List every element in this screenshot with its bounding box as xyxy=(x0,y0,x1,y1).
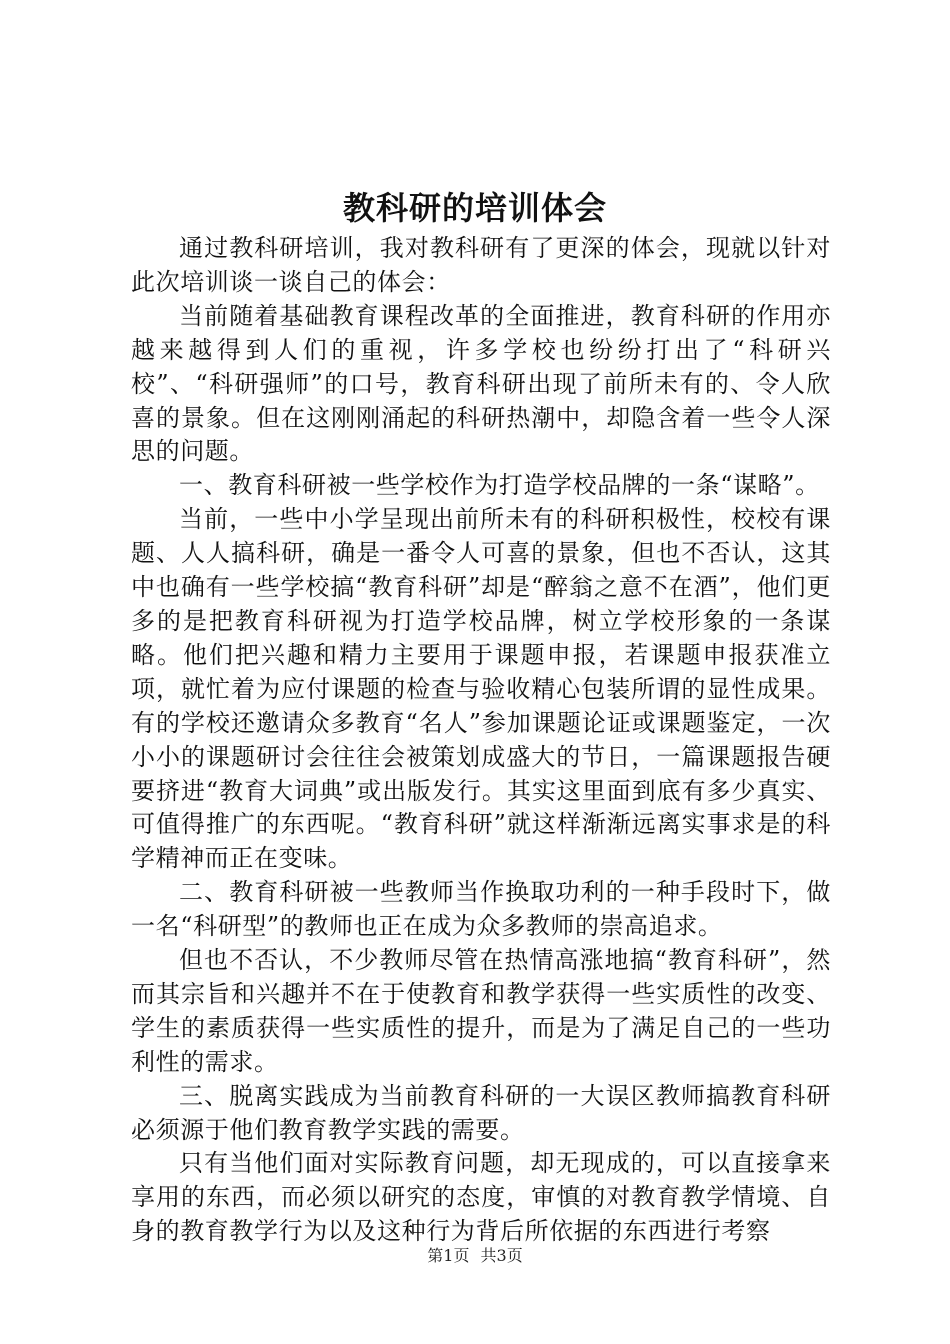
paragraph-practice: 只有当他们面对实际教育问题，却无现成的，可以直接拿来享用的东西，而必须以研究的态度，审慎的对教育教学情境、自身的教育教学行为以及这种行为背后所依据的东西进行考察 xyxy=(131,1149,831,1246)
paragraph-school-branding: 当前，一些中小学呈现出前所未有的科研积极性，校校有课题、人人搞科研，确是一番令人可喜的景象，但也不否认，这其中也确有一些学校搞“教育科研”却是“醉翁之意不在酒”，他们更多的是把教育科研视为打造学校品牌，树立学校形象的一条谋略。他们把兴趣和精力主要用于课题申报，若课题申报获准立项，就忙着为应付课题的检查与验收精心包装所谓的显性成果。有的学校还邀请众多教育“名人”参加课题论证或课题鉴定，一次小小的课题研讨会往往会被策划成盛大的节日，一篇课题报告硬要挤进“教育大词典”或出版发行。其实这里面到底有多少真实、可值得推广的东西呢。“教育科研”就这样渐渐远离实事求是的科学精神而正在变味。 xyxy=(131,505,831,873)
page-number: 第1页 xyxy=(427,1246,470,1265)
paragraph-background: 当前随着基础教育课程改革的全面推进，教育科研的作用亦越来越得到人们的重视，许多学校也纷纷打出了“科研兴校”、“科研强师”的口号，教育科研出现了前所未有的、令人欣喜的景象。但在这刚刚涌起的科研热潮中，却隐含着一些令人深思的问题。 xyxy=(131,301,831,466)
document-title: 教科研的培训体会 xyxy=(342,189,607,227)
paragraph-heading-two: 二、教育科研被一些教师当作换取功利的一种手段时下，做一名“科研型”的教师也正在成为众多教师的崇高追求。 xyxy=(131,878,831,941)
paragraph-teacher-utility: 但也不否认，不少教师尽管在热情高涨地搞“教育科研”，然而其宗旨和兴趣并不在于使教育和教学获得一些实质性的改变、学生的素质获得一些实质性的提升，而是为了满足自己的一些功利性的需求。 xyxy=(131,946,831,1076)
paragraph-heading-one: 一、教育科研被一些学校作为打造学校品牌的一条“谋略”。 xyxy=(179,471,820,500)
paragraph-intro: 通过教科研培训，我对教科研有了更深的体会，现就以针对此次培训谈一谈自己的体会： xyxy=(131,234,831,296)
paragraph-heading-three: 三、脱离实践成为当前教育科研的一大误区教师搞教育科研必须源于他们教育教学实践的需要。 xyxy=(131,1081,831,1144)
document-body xyxy=(131,232,831,1249)
page-footer xyxy=(0,1244,950,1268)
page-total: 共3页 xyxy=(480,1246,523,1265)
